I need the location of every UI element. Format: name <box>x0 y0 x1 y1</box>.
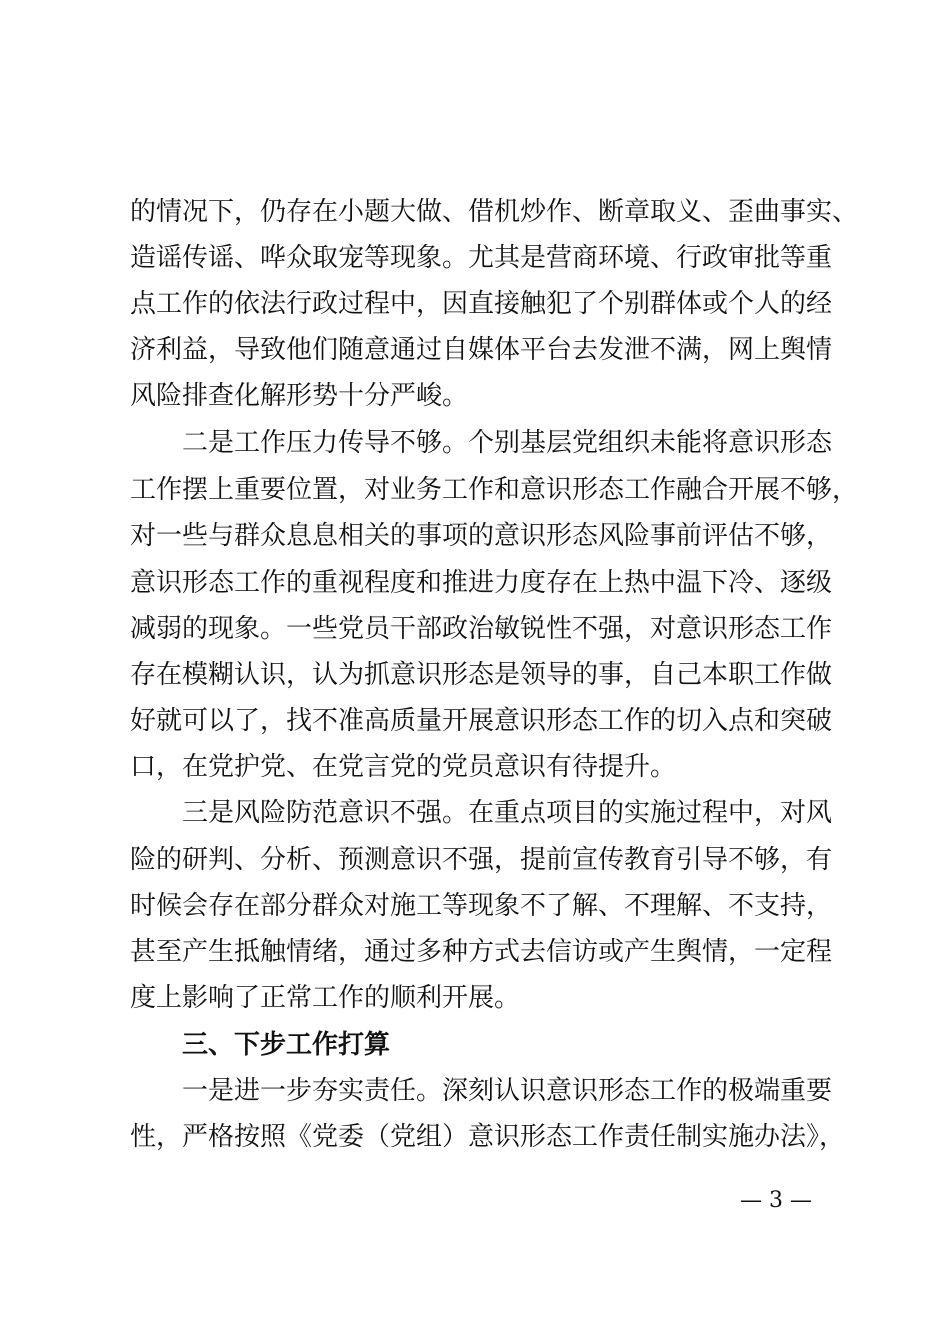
text-line: 时候会存在部分群众对施工等现象不了解、不理解、不支持， <box>130 891 833 921</box>
text-line: 口，在党护党、在党言党的党员意识有待提升。 <box>130 752 677 782</box>
text-line: 好就可以了，找不准高质量开展意识形态工作的切入点和突破 <box>130 706 833 736</box>
section-heading: 三、下步工作打算 <box>130 1030 391 1060</box>
text-line: 工作摆上重要位置，对业务工作和意识形态工作融合开展不够， <box>130 475 859 505</box>
page-number: — 3 — <box>740 1188 812 1213</box>
text-line: 济利益，导致他们随意通过自媒体平台去发泄不满，网上舆情 <box>130 335 833 365</box>
text-line: 二是工作压力传导不够。个别基层党组织未能将意识形态 <box>130 428 833 458</box>
text-line: 点工作的依法行政过程中，因直接触犯了个别群体或个人的经 <box>130 289 833 319</box>
text-line: 度上影响了正常工作的顺利开展。 <box>130 983 521 1013</box>
text-line: 甚至产生抵触情绪，通过多种方式去信访或产生舆情，一定程 <box>130 937 833 967</box>
text-line: 对一些与群众息息相关的事项的意识形态风险事前评估不够， <box>130 521 833 551</box>
text-line: 造谣传谣、哗众取宠等现象。尤其是营商环境、行政审批等重 <box>130 243 833 273</box>
text-line: 的情况下，仍存在小题大做、借机炒作、断章取义、歪曲事实、 <box>130 197 859 227</box>
text-line: 存在模糊认识，认为抓意识形态是领导的事，自己本职工作做 <box>130 660 833 690</box>
text-line: 险的研判、分析、预测意识不强，提前宣传教育引导不够，有 <box>130 845 833 875</box>
text-line: 风险排查化解形势十分严峻。 <box>130 381 469 411</box>
text-line: 一是进一步夯实责任。深刻认识意识形态工作的极端重要 <box>130 1076 833 1106</box>
text-line: 减弱的现象。一些党员干部政治敏锐性不强，对意识形态工作 <box>130 614 833 644</box>
text-line: 意识形态工作的重视程度和推进力度存在上热中温下冷、逐级 <box>130 568 833 598</box>
text-line: 三是风险防范意识不强。在重点项目的实施过程中，对风 <box>130 798 833 828</box>
text-line: 性，严格按照《党委（党组）意识形态工作责任制实施办法》， <box>130 1122 846 1152</box>
